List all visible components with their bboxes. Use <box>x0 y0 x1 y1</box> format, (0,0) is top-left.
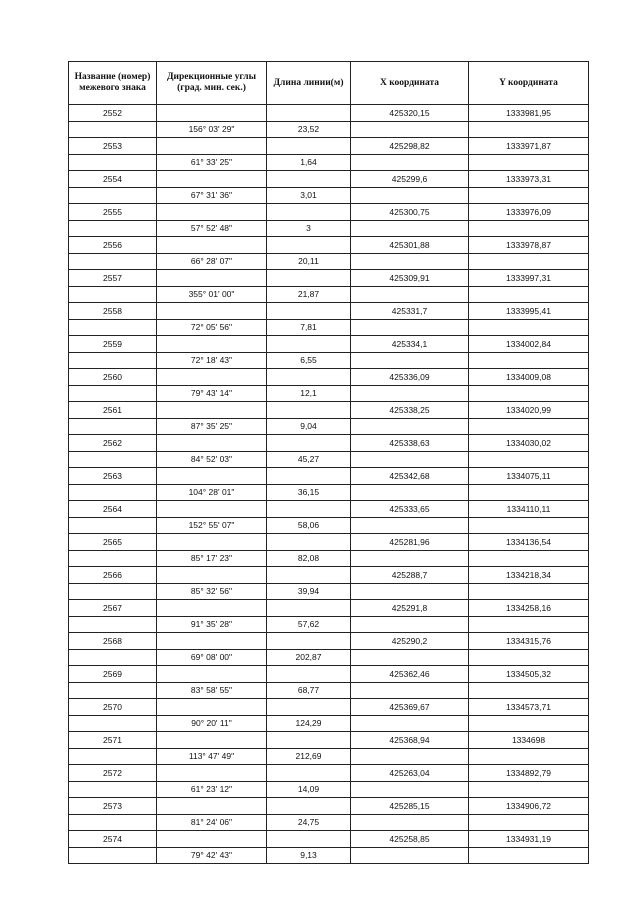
point-name-cell: 2574 <box>69 831 157 848</box>
x-coordinate-cell: 425285,15 <box>351 798 469 815</box>
direction-angle-cell: 66° 28' 07" <box>157 253 267 270</box>
y-coordinate-cell: 1334892,79 <box>469 765 589 782</box>
empty-cell <box>69 352 157 369</box>
header-y: Y координата <box>469 62 589 105</box>
point-name-cell: 2570 <box>69 699 157 716</box>
x-coordinate-cell: 425291,8 <box>351 600 469 617</box>
empty-cell <box>157 699 267 716</box>
line-length-cell: 68,77 <box>267 682 351 699</box>
empty-cell <box>157 402 267 419</box>
empty-cell <box>469 319 589 336</box>
segment-row <box>69 319 589 336</box>
empty-cell <box>469 352 589 369</box>
empty-cell <box>69 418 157 435</box>
y-coordinate-cell: 1334075,11 <box>469 468 589 485</box>
line-length-cell: 124,29 <box>267 715 351 732</box>
empty-cell <box>69 715 157 732</box>
line-length-cell: 1,64 <box>267 154 351 171</box>
y-coordinate-cell: 1333976,09 <box>469 204 589 221</box>
line-length-cell: 23,52 <box>267 121 351 138</box>
empty-cell <box>157 534 267 551</box>
point-name-cell: 2556 <box>69 237 157 254</box>
point-name-cell: 2567 <box>69 600 157 617</box>
point-name-cell: 2565 <box>69 534 157 551</box>
empty-cell <box>157 105 267 122</box>
empty-cell <box>267 699 351 716</box>
x-coordinate-cell: 425299,6 <box>351 171 469 188</box>
header-x: Х координата <box>351 62 469 105</box>
line-length-cell: 45,27 <box>267 451 351 468</box>
empty-cell <box>469 451 589 468</box>
line-length-cell: 9,13 <box>267 847 351 864</box>
empty-cell <box>157 303 267 320</box>
empty-cell <box>351 814 469 831</box>
empty-cell <box>469 220 589 237</box>
direction-angle-cell: 90° 20' 11" <box>157 715 267 732</box>
y-coordinate-cell: 1334218,34 <box>469 567 589 584</box>
point-name-cell: 2563 <box>69 468 157 485</box>
point-row <box>69 204 589 221</box>
direction-angle-cell: 91° 35' 28" <box>157 616 267 633</box>
empty-cell <box>351 385 469 402</box>
empty-cell <box>351 220 469 237</box>
x-coordinate-cell: 425369,67 <box>351 699 469 716</box>
x-coordinate-cell: 425298,82 <box>351 138 469 155</box>
empty-cell <box>157 171 267 188</box>
point-row <box>69 798 589 815</box>
x-coordinate-cell: 425368,94 <box>351 732 469 749</box>
direction-angle-cell: 113° 47' 49" <box>157 748 267 765</box>
x-coordinate-cell: 425300,75 <box>351 204 469 221</box>
x-coordinate-cell: 425362,46 <box>351 666 469 683</box>
line-length-cell: 6,55 <box>267 352 351 369</box>
empty-cell <box>351 517 469 534</box>
empty-cell <box>69 517 157 534</box>
y-coordinate-cell: 1334573,71 <box>469 699 589 716</box>
y-coordinate-cell: 1334009,08 <box>469 369 589 386</box>
empty-cell <box>267 765 351 782</box>
line-length-cell: 39,94 <box>267 583 351 600</box>
empty-cell <box>469 385 589 402</box>
empty-cell <box>157 204 267 221</box>
y-coordinate-cell: 1334698 <box>469 732 589 749</box>
line-length-cell: 212,69 <box>267 748 351 765</box>
empty-cell <box>69 484 157 501</box>
line-length-cell: 9,04 <box>267 418 351 435</box>
empty-cell <box>469 154 589 171</box>
empty-cell <box>351 286 469 303</box>
empty-cell <box>351 418 469 435</box>
empty-cell <box>267 633 351 650</box>
empty-cell <box>69 748 157 765</box>
segment-row <box>69 286 589 303</box>
empty-cell <box>157 435 267 452</box>
empty-cell <box>351 121 469 138</box>
empty-cell <box>469 484 589 501</box>
segment-row <box>69 781 589 798</box>
line-length-cell: 7,81 <box>267 319 351 336</box>
empty-cell <box>351 187 469 204</box>
y-coordinate-cell: 1333997,31 <box>469 270 589 287</box>
header-row <box>69 62 589 105</box>
empty-cell <box>351 682 469 699</box>
y-coordinate-cell: 1334315,76 <box>469 633 589 650</box>
x-coordinate-cell: 425338,25 <box>351 402 469 419</box>
x-coordinate-cell: 425290,2 <box>351 633 469 650</box>
line-length-cell: 24,75 <box>267 814 351 831</box>
direction-angle-cell: 355° 01' 00" <box>157 286 267 303</box>
empty-cell <box>157 666 267 683</box>
point-row <box>69 270 589 287</box>
empty-cell <box>469 649 589 666</box>
y-coordinate-cell: 1334020,99 <box>469 402 589 419</box>
empty-cell <box>469 121 589 138</box>
empty-cell <box>351 616 469 633</box>
point-name-cell: 2558 <box>69 303 157 320</box>
segment-row <box>69 616 589 633</box>
segment-row <box>69 682 589 699</box>
x-coordinate-cell: 425263,04 <box>351 765 469 782</box>
point-name-cell: 2552 <box>69 105 157 122</box>
empty-cell <box>267 105 351 122</box>
y-coordinate-cell: 1334110,11 <box>469 501 589 518</box>
point-row <box>69 402 589 419</box>
segment-row <box>69 517 589 534</box>
y-coordinate-cell: 1334931,19 <box>469 831 589 848</box>
empty-cell <box>69 451 157 468</box>
empty-cell <box>157 831 267 848</box>
point-row <box>69 534 589 551</box>
y-coordinate-cell: 1334002,84 <box>469 336 589 353</box>
line-length-cell: 21,87 <box>267 286 351 303</box>
empty-cell <box>69 847 157 864</box>
segment-row <box>69 484 589 501</box>
empty-cell <box>69 220 157 237</box>
x-coordinate-cell: 425258,85 <box>351 831 469 848</box>
direction-angle-cell: 152° 55' 07" <box>157 517 267 534</box>
empty-cell <box>469 517 589 534</box>
empty-cell <box>157 369 267 386</box>
empty-cell <box>351 154 469 171</box>
empty-cell <box>267 468 351 485</box>
direction-angle-cell: 81° 24' 06" <box>157 814 267 831</box>
empty-cell <box>351 583 469 600</box>
header-angle: Дирекционные углы (град. мин. сек.) <box>157 62 267 105</box>
line-length-cell: 20,11 <box>267 253 351 270</box>
line-length-cell: 14,09 <box>267 781 351 798</box>
empty-cell <box>351 847 469 864</box>
point-name-cell: 2562 <box>69 435 157 452</box>
y-coordinate-cell: 1333971,87 <box>469 138 589 155</box>
empty-cell <box>469 616 589 633</box>
direction-angle-cell: 72° 18' 43" <box>157 352 267 369</box>
x-coordinate-cell: 425288,7 <box>351 567 469 584</box>
point-name-cell: 2564 <box>69 501 157 518</box>
empty-cell <box>157 633 267 650</box>
empty-cell <box>267 369 351 386</box>
x-coordinate-cell: 425336,09 <box>351 369 469 386</box>
segment-row <box>69 583 589 600</box>
empty-cell <box>157 270 267 287</box>
empty-cell <box>157 600 267 617</box>
empty-cell <box>267 204 351 221</box>
boundary-coordinates-table <box>68 61 589 864</box>
direction-angle-cell: 104° 28' 01" <box>157 484 267 501</box>
empty-cell <box>469 286 589 303</box>
empty-cell <box>351 550 469 567</box>
direction-angle-cell: 72° 05' 56" <box>157 319 267 336</box>
point-name-cell: 2572 <box>69 765 157 782</box>
direction-angle-cell: 61° 23' 12" <box>157 781 267 798</box>
x-coordinate-cell: 425301,88 <box>351 237 469 254</box>
empty-cell <box>351 781 469 798</box>
empty-cell <box>351 451 469 468</box>
empty-cell <box>157 798 267 815</box>
point-row <box>69 666 589 683</box>
empty-cell <box>69 583 157 600</box>
x-coordinate-cell: 425309,91 <box>351 270 469 287</box>
empty-cell <box>69 121 157 138</box>
point-row <box>69 633 589 650</box>
point-row <box>69 435 589 452</box>
point-row <box>69 600 589 617</box>
empty-cell <box>69 616 157 633</box>
point-name-cell: 2569 <box>69 666 157 683</box>
segment-row <box>69 385 589 402</box>
y-coordinate-cell: 1333978,87 <box>469 237 589 254</box>
segment-row <box>69 550 589 567</box>
empty-cell <box>69 814 157 831</box>
empty-cell <box>157 765 267 782</box>
empty-cell <box>267 600 351 617</box>
empty-cell <box>69 319 157 336</box>
point-name-cell: 2553 <box>69 138 157 155</box>
empty-cell <box>69 550 157 567</box>
y-coordinate-cell: 1334136,54 <box>469 534 589 551</box>
point-row <box>69 567 589 584</box>
empty-cell <box>69 649 157 666</box>
empty-cell <box>351 748 469 765</box>
empty-cell <box>267 303 351 320</box>
point-row <box>69 732 589 749</box>
segment-row <box>69 649 589 666</box>
empty-cell <box>267 171 351 188</box>
empty-cell <box>469 748 589 765</box>
direction-angle-cell: 85° 32' 56" <box>157 583 267 600</box>
segment-row <box>69 814 589 831</box>
segment-row <box>69 253 589 270</box>
point-row <box>69 237 589 254</box>
point-name-cell: 2566 <box>69 567 157 584</box>
point-row <box>69 138 589 155</box>
empty-cell <box>469 847 589 864</box>
direction-angle-cell: 67° 31' 36" <box>157 187 267 204</box>
point-row <box>69 699 589 716</box>
empty-cell <box>267 567 351 584</box>
line-length-cell: 36,15 <box>267 484 351 501</box>
line-length-cell: 202,87 <box>267 649 351 666</box>
direction-angle-cell: 83° 58' 55" <box>157 682 267 699</box>
empty-cell <box>469 583 589 600</box>
line-length-cell: 3 <box>267 220 351 237</box>
empty-cell <box>267 732 351 749</box>
empty-cell <box>351 484 469 501</box>
point-row <box>69 303 589 320</box>
empty-cell <box>157 468 267 485</box>
header-name: Название (номер) межевого знака <box>69 62 157 105</box>
empty-cell <box>267 666 351 683</box>
segment-row <box>69 451 589 468</box>
point-row <box>69 501 589 518</box>
empty-cell <box>469 682 589 699</box>
y-coordinate-cell: 1334258,16 <box>469 600 589 617</box>
line-length-cell: 82,08 <box>267 550 351 567</box>
direction-angle-cell: 79° 42' 43" <box>157 847 267 864</box>
point-name-cell: 2554 <box>69 171 157 188</box>
direction-angle-cell: 85° 17' 23" <box>157 550 267 567</box>
point-name-cell: 2573 <box>69 798 157 815</box>
empty-cell <box>267 534 351 551</box>
empty-cell <box>267 831 351 848</box>
point-row <box>69 369 589 386</box>
empty-cell <box>69 286 157 303</box>
coordinates-sheet <box>68 61 588 864</box>
y-coordinate-cell: 1334030,02 <box>469 435 589 452</box>
empty-cell <box>469 715 589 732</box>
x-coordinate-cell: 425338,63 <box>351 435 469 452</box>
empty-cell <box>69 385 157 402</box>
segment-row <box>69 847 589 864</box>
empty-cell <box>69 253 157 270</box>
empty-cell <box>351 319 469 336</box>
point-name-cell: 2555 <box>69 204 157 221</box>
empty-cell <box>157 138 267 155</box>
point-row <box>69 105 589 122</box>
x-coordinate-cell: 425334,1 <box>351 336 469 353</box>
line-length-cell: 12,1 <box>267 385 351 402</box>
empty-cell <box>351 649 469 666</box>
y-coordinate-cell: 1333995,41 <box>469 303 589 320</box>
y-coordinate-cell: 1333973,31 <box>469 171 589 188</box>
empty-cell <box>69 781 157 798</box>
y-coordinate-cell: 1334505,32 <box>469 666 589 683</box>
empty-cell <box>267 336 351 353</box>
empty-cell <box>469 253 589 270</box>
point-row <box>69 765 589 782</box>
point-row <box>69 468 589 485</box>
point-row <box>69 171 589 188</box>
empty-cell <box>267 798 351 815</box>
direction-angle-cell: 84° 52' 03" <box>157 451 267 468</box>
point-row <box>69 831 589 848</box>
empty-cell <box>69 187 157 204</box>
line-length-cell: 57,62 <box>267 616 351 633</box>
empty-cell <box>469 550 589 567</box>
table-body <box>69 105 589 864</box>
empty-cell <box>469 187 589 204</box>
empty-cell <box>351 715 469 732</box>
empty-cell <box>351 352 469 369</box>
point-row <box>69 336 589 353</box>
x-coordinate-cell: 425342,68 <box>351 468 469 485</box>
empty-cell <box>351 253 469 270</box>
empty-cell <box>157 237 267 254</box>
line-length-cell: 3,01 <box>267 187 351 204</box>
point-name-cell: 2560 <box>69 369 157 386</box>
x-coordinate-cell: 425333,65 <box>351 501 469 518</box>
empty-cell <box>267 138 351 155</box>
point-name-cell: 2559 <box>69 336 157 353</box>
direction-angle-cell: 69° 08' 00" <box>157 649 267 666</box>
empty-cell <box>267 270 351 287</box>
empty-cell <box>267 435 351 452</box>
empty-cell <box>469 814 589 831</box>
line-length-cell: 58,06 <box>267 517 351 534</box>
segment-row <box>69 418 589 435</box>
point-name-cell: 2568 <box>69 633 157 650</box>
direction-angle-cell: 61° 33' 25" <box>157 154 267 171</box>
empty-cell <box>69 154 157 171</box>
segment-row <box>69 121 589 138</box>
segment-row <box>69 352 589 369</box>
point-name-cell: 2557 <box>69 270 157 287</box>
segment-row <box>69 187 589 204</box>
empty-cell <box>267 501 351 518</box>
segment-row <box>69 154 589 171</box>
x-coordinate-cell: 425281,96 <box>351 534 469 551</box>
empty-cell <box>469 418 589 435</box>
segment-row <box>69 220 589 237</box>
x-coordinate-cell: 425331,7 <box>351 303 469 320</box>
direction-angle-cell: 87° 35' 25" <box>157 418 267 435</box>
empty-cell <box>157 732 267 749</box>
empty-cell <box>69 682 157 699</box>
point-name-cell: 2571 <box>69 732 157 749</box>
y-coordinate-cell: 1333981,95 <box>469 105 589 122</box>
segment-row <box>69 748 589 765</box>
x-coordinate-cell: 425320,15 <box>351 105 469 122</box>
direction-angle-cell: 79° 43' 14" <box>157 385 267 402</box>
empty-cell <box>157 567 267 584</box>
empty-cell <box>267 237 351 254</box>
y-coordinate-cell: 1334906,72 <box>469 798 589 815</box>
direction-angle-cell: 156° 03' 29" <box>157 121 267 138</box>
header-length: Длина линии(м) <box>267 62 351 105</box>
empty-cell <box>469 781 589 798</box>
empty-cell <box>267 402 351 419</box>
direction-angle-cell: 57° 52' 48" <box>157 220 267 237</box>
segment-row <box>69 715 589 732</box>
empty-cell <box>157 501 267 518</box>
point-name-cell: 2561 <box>69 402 157 419</box>
empty-cell <box>157 336 267 353</box>
